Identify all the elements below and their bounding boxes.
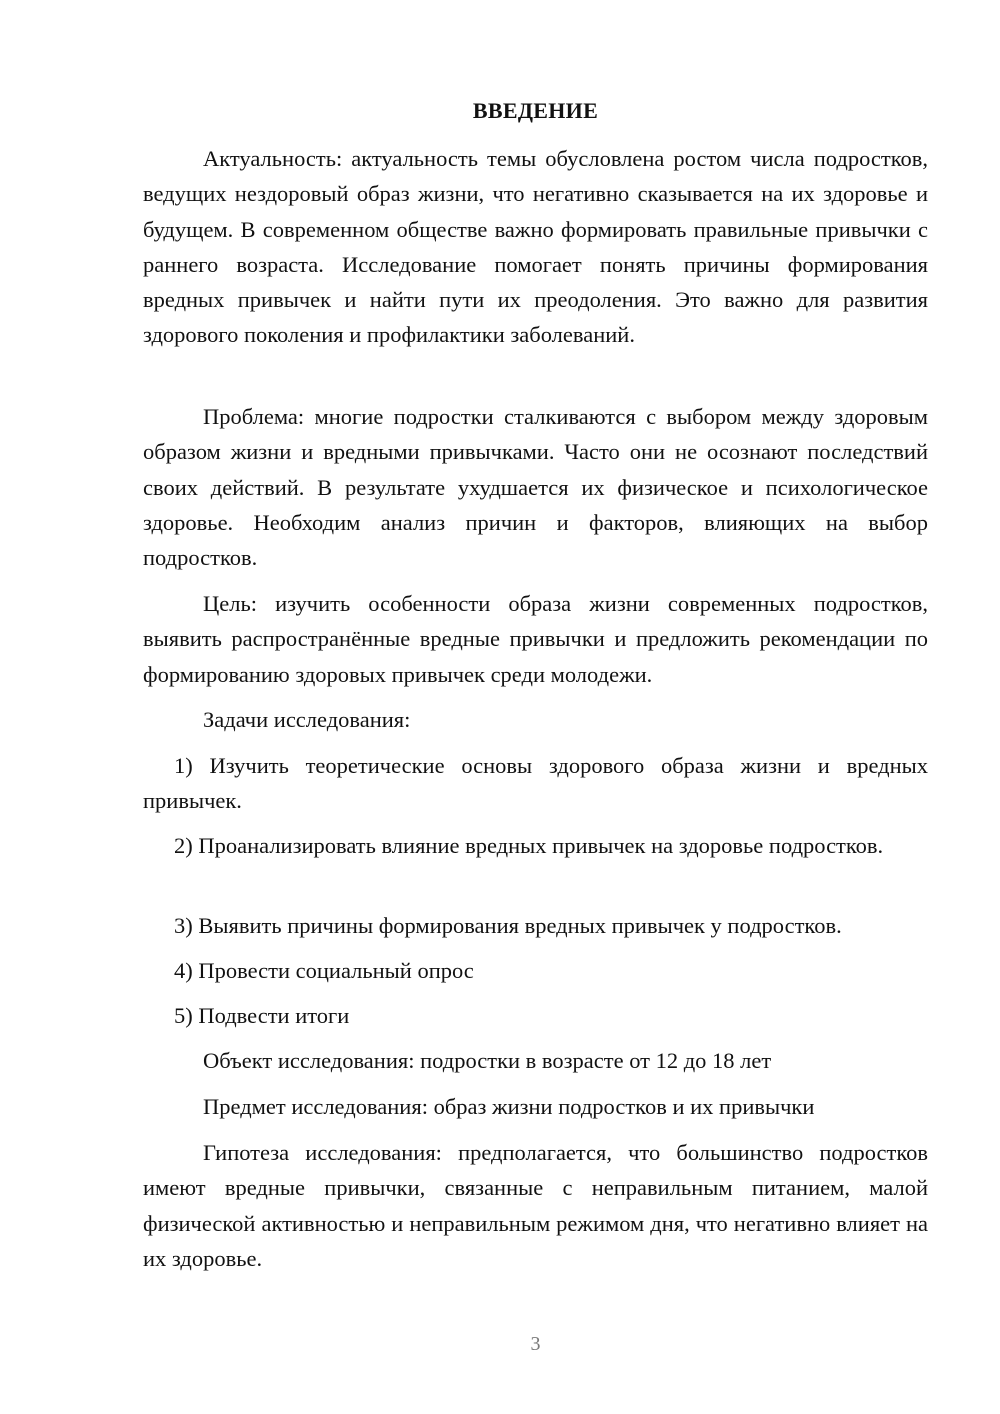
task-item-1: 1) Изучить теоретические основы здорового образа жизни и вредных привычек. [143, 753, 928, 814]
problem-paragraph: Проблема: многие подростки сталкиваются с выбором между здоровым образом жизни и вредными привычками. Часто они не осознают последствий своих действий. В результате ухудшается их физическое и психологическое здоровье. Необходим анализ причин и факторов, влияющих на выбор подростков. [143, 404, 928, 571]
tasks-heading: Задачи исследования: [203, 707, 411, 732]
page-title: ВВЕДЕНИЕ [472, 98, 599, 123]
hypothesis-paragraph: Гипотеза исследования: предполагается, что большинство подростков имеют вредные привычки, связанные с неправильным питанием, малой физической активностью и неправильным режимом дня, что негативно влияет на их здоровье. [143, 1140, 928, 1271]
relevance-paragraph: Актуальность: актуальность темы обусловлена ростом числа подростков, ведущих нездоровый образ жизни, что негативно сказывается на их здоровье и будущем. В современном обществе важно формировать правильные привычки с раннего возраста. Исследование помогает понять причины формирования вредных привычек и найти пути их преодоления. Это важно для развития здорового поколения и профилактики заболеваний. [143, 146, 928, 348]
object-paragraph: Объект исследования: подростки в возрасте от 12 до 18 лет [203, 1048, 772, 1073]
document-page [143, 0, 928, 1414]
task-item-4: 4) Провести социальный опрос [174, 958, 474, 983]
goal-paragraph: Цель: изучить особенности образа жизни современных подростков, выявить распространённые вредные привычки и предложить рекомендации по формированию здоровых привычек среди молодежи. [143, 591, 928, 687]
task-item-5: 5) Подвести итоги [174, 1003, 350, 1028]
subject-paragraph: Предмет исследования: образ жизни подростков и их привычки [203, 1094, 815, 1119]
page-number: 3 [530, 1333, 541, 1355]
task-item-3: 3) Выявить причины формирования вредных привычек у подростков. [174, 913, 842, 938]
task-item-2: 2) Проанализировать влияние вредных привычек на здоровье подростков. [174, 833, 884, 858]
